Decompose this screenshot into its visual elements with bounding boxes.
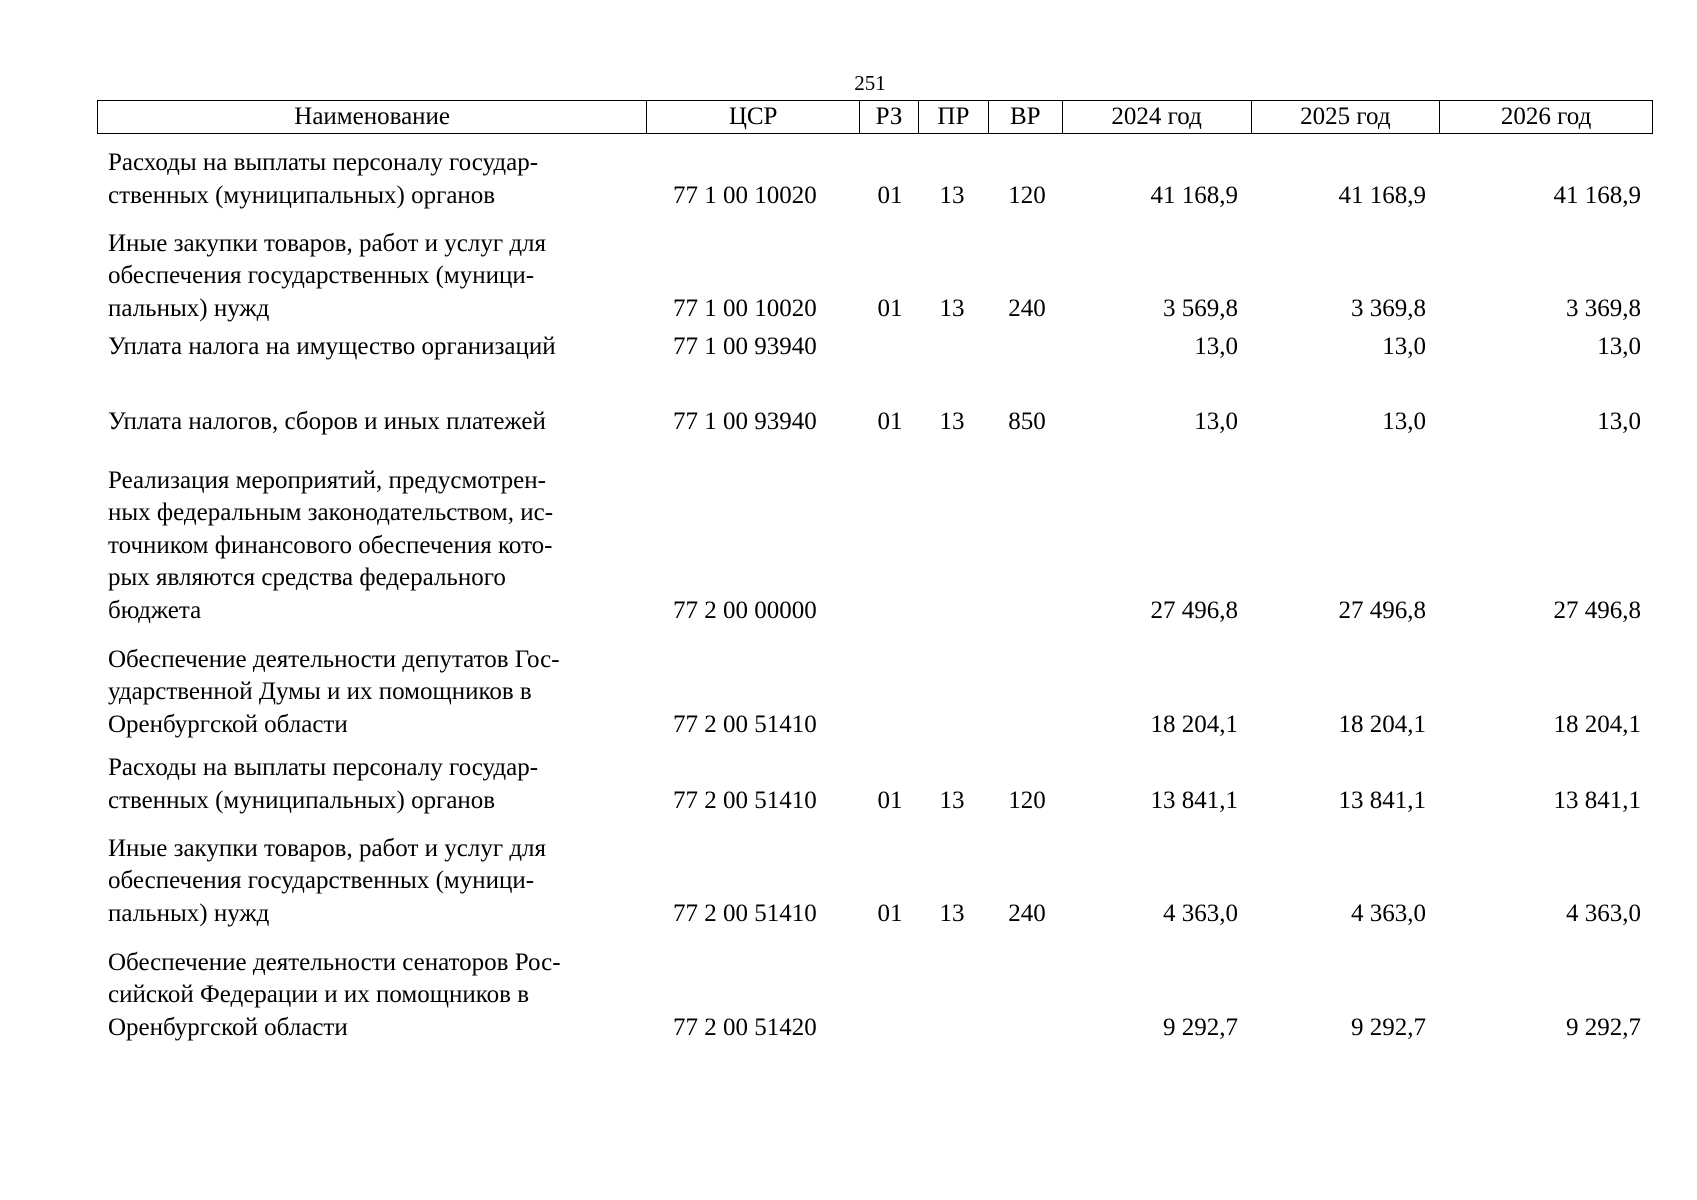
rz-cell: 01: [877, 899, 903, 927]
row-name-line: Уплата налога на имущество организаций: [108, 332, 556, 360]
value-2025: 9 292,7: [1351, 1013, 1426, 1041]
csr-cell: 77 1 00 93940: [673, 407, 817, 435]
rz-cell: 01: [877, 181, 903, 209]
rz-cell: 01: [877, 786, 903, 814]
row-name-line: Иные закупки товаров, работ и услуг для: [108, 834, 547, 862]
pr-cell: 13: [939, 181, 965, 209]
row-name: [108, 947, 628, 1045]
value-2025: 27 496,8: [1338, 596, 1426, 624]
value-2024: 13,0: [1194, 407, 1238, 435]
value-2026: 13,0: [1597, 332, 1641, 360]
value-2024: 4 363,0: [1163, 899, 1238, 927]
value-2025: 41 168,9: [1338, 181, 1426, 209]
row-name-line: Оренбургской области: [108, 1013, 348, 1041]
pr-cell: 13: [939, 407, 965, 435]
value-2024: 13,0: [1194, 332, 1238, 360]
pr-cell: 13: [939, 786, 965, 814]
value-2024: 27 496,8: [1150, 596, 1238, 624]
row-name-line: Обеспечение деятельности сенаторов Рос-: [108, 948, 561, 976]
pr-cell: 13: [939, 294, 965, 322]
row-name-line: Расходы на выплаты персоналу государ-: [108, 754, 539, 781]
header-2026: 2026 год: [1500, 103, 1592, 130]
csr-cell: 77 2 00 51410: [673, 710, 817, 738]
value-2025: 3 369,8: [1351, 294, 1426, 322]
vr-cell: 850: [1008, 407, 1046, 435]
row-name-line: точником финансового обеспечения кото-: [108, 531, 553, 559]
row-name-line: пальных) нужд: [108, 294, 270, 322]
header-name: Наименование: [98, 101, 647, 133]
header-2025: 2025 год: [1252, 101, 1441, 133]
value-2024: 18 204,1: [1150, 710, 1238, 738]
value-2024: 41 168,9: [1150, 181, 1238, 209]
csr-cell: 77 1 00 93940: [673, 332, 817, 360]
row-name-line: бюджета: [108, 596, 202, 624]
rz-cell: 01: [877, 407, 903, 435]
pr-cell: 13: [939, 899, 965, 927]
row-name-line: ственных (муниципальных) органов: [108, 786, 496, 814]
row-name-line: рых являются средства федерального: [108, 564, 506, 591]
page-number: 251: [854, 71, 886, 95]
row-name-line: ственных (муниципальных) органов: [108, 181, 496, 209]
value-2026: 9 292,7: [1566, 1013, 1641, 1041]
value-2026: 13,0: [1597, 407, 1641, 435]
row-name-line: Реализация мероприятий, предусмотрен-: [108, 466, 546, 494]
row-name-line: Расходы на выплаты персоналу государ-: [108, 149, 539, 176]
value-2025: 13 841,1: [1338, 786, 1426, 814]
value-2026: 4 363,0: [1566, 899, 1641, 927]
csr-cell: 77 2 00 51410: [673, 899, 817, 927]
csr-cell: 77 1 00 10020: [673, 181, 817, 209]
vr-cell: 240: [1008, 294, 1046, 322]
value-2025: 4 363,0: [1351, 899, 1426, 927]
header-csr: ЦСР: [647, 101, 860, 133]
row-name-line: обеспечения государственных (муници-: [108, 867, 535, 894]
row-name-line: ных федеральным законодательством, ис-: [108, 499, 554, 526]
csr-cell: 77 2 00 51420: [673, 1013, 817, 1041]
header-vr: ВР: [989, 101, 1063, 133]
value-2024: 13 841,1: [1150, 786, 1238, 814]
value-2026: 27 496,8: [1553, 596, 1641, 624]
row-name-line: пальных) нужд: [108, 899, 270, 927]
value-2024: 9 292,7: [1163, 1013, 1238, 1041]
value-2025: 13,0: [1382, 407, 1426, 435]
value-2026: 3 369,8: [1566, 294, 1641, 322]
row-name-line: ударственной Думы и их помощников в: [108, 678, 532, 705]
value-2026: 18 204,1: [1553, 710, 1641, 738]
rz-cell: 01: [877, 294, 903, 322]
vr-cell: 120: [1008, 181, 1046, 209]
vr-cell: 240: [1008, 899, 1046, 927]
row-name-line: Обеспечение деятельности депутатов Гос-: [108, 645, 560, 673]
value-2025: 13,0: [1382, 332, 1426, 360]
value-2026: 13 841,1: [1553, 786, 1641, 814]
header-2024: 2024 год: [1063, 101, 1252, 133]
csr-cell: 77 2 00 00000: [673, 596, 817, 624]
row-name-line: Иные закупки товаров, работ и услуг для: [108, 229, 547, 257]
row-name-line: Уплата налогов, сборов и иных платежей: [108, 407, 546, 435]
csr-cell: 77 1 00 10020: [673, 294, 817, 322]
value-2024: 3 569,8: [1163, 294, 1238, 322]
vr-cell: 120: [1008, 786, 1046, 814]
row-name-line: обеспечения государственных (муници-: [108, 262, 535, 289]
row-name-line: Оренбургской области: [108, 710, 348, 738]
row-name-line: сийской Федерации и их помощников в: [108, 981, 529, 1008]
header-pr: ПР: [919, 101, 989, 133]
value-2025: 18 204,1: [1338, 710, 1426, 738]
header-rz: РЗ: [860, 101, 919, 133]
value-2026: 41 168,9: [1553, 181, 1641, 209]
csr-cell: 77 2 00 51410: [673, 786, 817, 814]
